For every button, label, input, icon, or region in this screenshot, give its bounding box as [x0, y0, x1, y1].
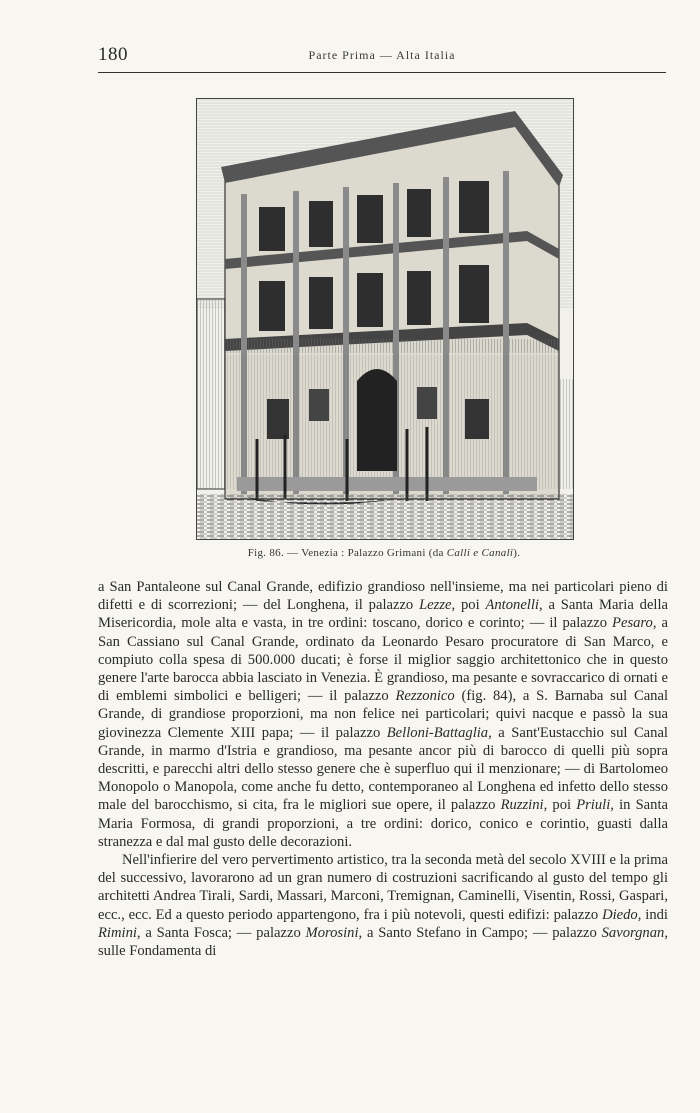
text-run: , poi	[543, 797, 577, 814]
paragraph-1	[98, 578, 668, 851]
italic-name: Belloni-Battaglia	[386, 724, 489, 741]
text-run: , a Santa Fosca; — palazzo	[136, 924, 306, 941]
italic-name: Priuli	[576, 797, 611, 814]
text-run: Nell'infierire del vero pervertimento artistico, tra la seconda metà del secolo XVIII e la prima del successivo, lavorarono ad un gran numero di costruzioni sacrificando al gusto del tempo gli architetti Andrea Tirali, Sardi, Massari, Marconi, Tremignan, Caminelli, Visentin, Rossi, Gaspari, ecc., ecc. Ed a questo periodo appartengono, fra i più notevoli, questi edifizi: palazzo	[98, 852, 668, 923]
page-number: 180	[98, 44, 128, 65]
italic-name: Antonelli	[485, 597, 539, 614]
body-text	[98, 578, 668, 960]
figure-engraving-palazzo	[196, 98, 574, 540]
italic-name: Lezze	[419, 597, 452, 614]
text-run: a San Pantaleone sul Canal Grande, edifizio grandioso nell'insieme, ma nei particolari pieno di difetti e di scorrezioni; — del Longhena, il palazzo	[98, 579, 668, 614]
italic-name: Pesaro	[612, 615, 653, 632]
text-run: , poi	[451, 597, 486, 614]
text-run: (fig. 84), a S. Barnaba sul Canal Grande, di grandiose proporzioni, ma non felice nei particolari; quivi nacque e passò la sua giovinezza Clemente XIII papa; — il palazzo	[98, 688, 669, 741]
caption-suffix: ).	[513, 547, 521, 559]
italic-name: Savorgnan	[601, 924, 665, 941]
text-run: , a San Cassiano sul Canal Grande, ordinato da Leonardo Pesaro procuratore di San Marco, e compiuto colla spesa di 500.000 ducati; è forse il miglior saggio architettonico che in questo genere l'arte barocca abbia lasciato in Venezia. È grandioso, ma pesante e sovraccarico di ornati e di emblemi simbolici e belligeri; — il palazzo	[98, 615, 668, 705]
text-run: , indi	[637, 906, 668, 923]
caption-source: Calli e Canali	[446, 547, 514, 559]
header-rule	[98, 72, 666, 73]
palazzo-illustration	[197, 99, 573, 539]
page-header	[98, 44, 666, 68]
text-run: , in Santa Maria Formosa, di grandi proporzioni, a tre ordini: dorico, conico e corintio, guasti dalla stranezza e dal mal gusto delle decorazioni.	[98, 797, 668, 850]
text-run: , sulle Fondamenta di	[98, 924, 668, 960]
figure-caption	[196, 547, 572, 559]
italic-name: Ruzzini	[500, 797, 544, 814]
text-run: , a Santo Stefano in Campo; — palazzo	[358, 924, 602, 941]
text-run: , a Santa Maria della Misericordia, mole alta e vasta, in tre ordini: toscano, dorico e corinto; — il palazzo	[98, 597, 669, 632]
text-run: , a Sant'Eustacchio sul Canal Grande, in marmo d'Istria e grandioso, ma pesante ancor più di barocco di quelli più sopra descritti, e parecchi altri dello stesso genere che è superfluo qui il menzionare; — di Bartolomeo Monopolo o Manopola, come anche fu detto, contemporaneo al Longhena ed infetto dello stesso male del barocchismo, si cita, fra le migliori sue opere, il palazzo	[98, 724, 668, 814]
italic-name: Morosini	[305, 924, 359, 941]
italic-name: Diedo	[602, 906, 638, 923]
paragraph-2	[98, 851, 668, 960]
italic-name: Rimini	[98, 924, 137, 941]
caption-prefix: Fig. 86. — Venezia : Palazzo Grimani (da	[247, 547, 447, 559]
italic-name: Rezzonico	[395, 688, 455, 705]
running-head: Parte Prima — Alta Italia	[308, 48, 456, 62]
